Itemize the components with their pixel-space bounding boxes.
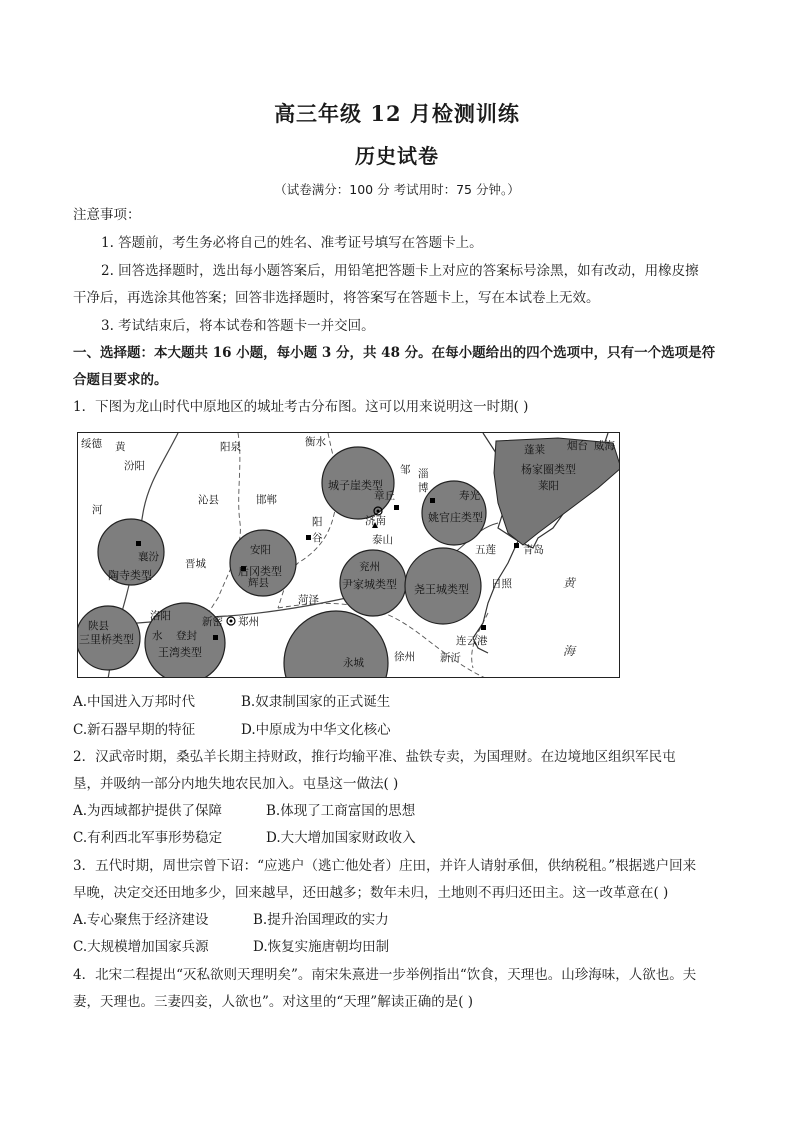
place-label: 安阳 bbox=[250, 544, 271, 556]
option-c: C.有利西北军事形势稳定 bbox=[73, 830, 223, 846]
option-a: A.中国进入万邦时代 bbox=[73, 694, 196, 710]
exam-meta: （试卷满分：100 分 考试用时：75 分钟。） bbox=[274, 182, 520, 197]
place-label: 邹 bbox=[400, 464, 411, 476]
map-labels bbox=[78, 433, 620, 678]
notice-item: 3. 考试结束后，将本试卷和答题卡一并交回。 bbox=[101, 318, 375, 334]
place-label: 兖州 bbox=[359, 561, 380, 573]
place-label: 绥德 bbox=[81, 438, 102, 450]
place-label: 蓬莱 bbox=[524, 444, 545, 456]
question-stem: 2．汉武帝时期，桑弘羊长期主持财政，推行均输平准、盐铁专卖，为国理财。在边境地区组织军民屯 bbox=[73, 749, 676, 765]
place-label: 辉县 bbox=[248, 577, 269, 589]
place-label: 邯郸 bbox=[256, 494, 277, 506]
place-label: 寿光 bbox=[459, 490, 480, 502]
place-label: 洛阳 bbox=[150, 610, 171, 622]
place-label: 河 bbox=[92, 504, 103, 516]
place-label: 烟台 bbox=[567, 440, 588, 452]
question-stem: 垦，并吸纳一部分内地失地农民加入。屯垦这一做法( ) bbox=[73, 776, 399, 792]
place-label: 章丘 bbox=[374, 490, 395, 502]
place-label: 衡水 bbox=[305, 436, 326, 448]
question-stem: 妻，天理也。三妻四妾，人欲也”。对这里的“天理”解读正确的是( ) bbox=[73, 994, 474, 1010]
place-label: 新密 bbox=[202, 616, 223, 628]
sea-label: 海 bbox=[563, 644, 576, 658]
place-label: 襄汾 bbox=[138, 551, 159, 563]
place-label: 永城 bbox=[343, 657, 364, 669]
question-stem: 3．五代时期，周世宗曾下诏：“应逃户（逃亡他处者）庄田，并许人请射承佃，供纳税租。”根据逃户回来 bbox=[73, 858, 697, 874]
place-label: 青岛 bbox=[523, 544, 544, 556]
notice-item: 1. 答题前，考生务必将自己的姓名、准考证号填写在答题卡上。 bbox=[101, 235, 483, 251]
culture-type-label: 王湾类型 bbox=[158, 646, 202, 659]
place-label: 汾阳 bbox=[124, 460, 145, 472]
place-label: 陕县 bbox=[88, 620, 109, 632]
option-d: D.大大增加国家财政收入 bbox=[266, 830, 416, 846]
culture-type-label: 杨家圈类型 bbox=[521, 463, 576, 476]
option-b: B.体现了工商富国的思想 bbox=[266, 803, 416, 819]
place-label: 水 bbox=[152, 630, 163, 642]
culture-type-label: 三里桥类型 bbox=[79, 633, 134, 646]
culture-type-label: 尹家城类型 bbox=[342, 578, 397, 591]
section-heading: 合题目要求的。 bbox=[73, 372, 168, 388]
place-label: 淄 bbox=[418, 468, 429, 480]
culture-type-label: 陶寺类型 bbox=[108, 569, 152, 582]
exam-subject: 历史试卷 bbox=[355, 144, 439, 168]
culture-type-label: 姚官庄类型 bbox=[428, 511, 483, 524]
place-label: 博 bbox=[418, 482, 429, 494]
section-heading: 一、选择题：本大题共 16 小题，每小题 3 分，共 48 分。在每小题给出的四个选项中，只有一个选项是符 bbox=[73, 345, 716, 361]
option-a: A.专心聚焦于经济建设 bbox=[73, 912, 209, 928]
place-label: 莱阳 bbox=[538, 480, 559, 492]
place-label: 登封 bbox=[176, 630, 197, 642]
place-label: 日照 bbox=[491, 578, 512, 590]
place-label: 谷 bbox=[312, 532, 323, 544]
sea-label: 黄 bbox=[563, 576, 576, 590]
option-d: D.中原成为中华文化核心 bbox=[241, 722, 391, 738]
option-d: D.恢复实施唐朝均田制 bbox=[253, 939, 390, 955]
notice-item: 2. 回答选择题时，选出每小题答案后，用铅笔把答题卡上对应的答案标号涂黑，如有改动，用橡皮擦 bbox=[101, 263, 699, 279]
place-label: 菏泽 bbox=[298, 594, 319, 606]
question-stem: 1．下图为龙山时代中原地区的城址考古分布图。这可以用来说明这一时期( ) bbox=[73, 399, 529, 415]
culture-type-label: 城子崖类型 bbox=[328, 479, 383, 492]
option-b: B.奴隶制国家的正式诞生 bbox=[241, 694, 391, 710]
place-label: 黄 bbox=[115, 441, 126, 453]
exam-title: 高三年级 12 月检测训练 bbox=[274, 101, 520, 126]
question-stem: 早晚，决定交还田地多少，回来越早，还田越多；数年未归，土地则不再归还田主。这一改革意在( ) bbox=[73, 885, 669, 901]
longshan-site-map bbox=[77, 432, 620, 678]
notice-item: 干净后，再选涂其他答案；回答非选择题时，将答案写在答题卡上，写在本试卷上无效。 bbox=[73, 290, 600, 306]
place-label: 连云港 bbox=[456, 635, 488, 647]
place-label: 威海 bbox=[594, 440, 615, 452]
option-a: A.为西域都护提供了保障 bbox=[73, 803, 223, 819]
option-c: C.大规模增加国家兵源 bbox=[73, 939, 209, 955]
place-label: 泰山 bbox=[372, 534, 393, 546]
place-label: 沁县 bbox=[198, 494, 219, 506]
option-b: B.提升治国理政的实力 bbox=[253, 912, 389, 928]
place-label: 新沂 bbox=[440, 652, 461, 664]
place-label: 阳泉 bbox=[220, 441, 241, 453]
culture-type-label: 后冈类型 bbox=[238, 565, 282, 578]
place-label: 徐州 bbox=[394, 651, 415, 663]
question-stem: 4．北宋二程提出“灭私欲则天理明矣”。南宋朱熹进一步举例指出“饮食，天理也。山珍海味，人欲也。夫 bbox=[73, 967, 697, 983]
place-label: 晋城 bbox=[185, 558, 206, 570]
place-label: 五莲 bbox=[475, 544, 496, 556]
place-label: 阳 bbox=[312, 516, 323, 528]
place-label: 郑州 bbox=[238, 616, 259, 628]
notice-heading: 注意事项： bbox=[73, 207, 141, 223]
place-label: 济南 bbox=[365, 515, 386, 527]
culture-type-label: 尧王城类型 bbox=[414, 583, 469, 596]
option-c: C.新石器早期的特征 bbox=[73, 722, 196, 738]
